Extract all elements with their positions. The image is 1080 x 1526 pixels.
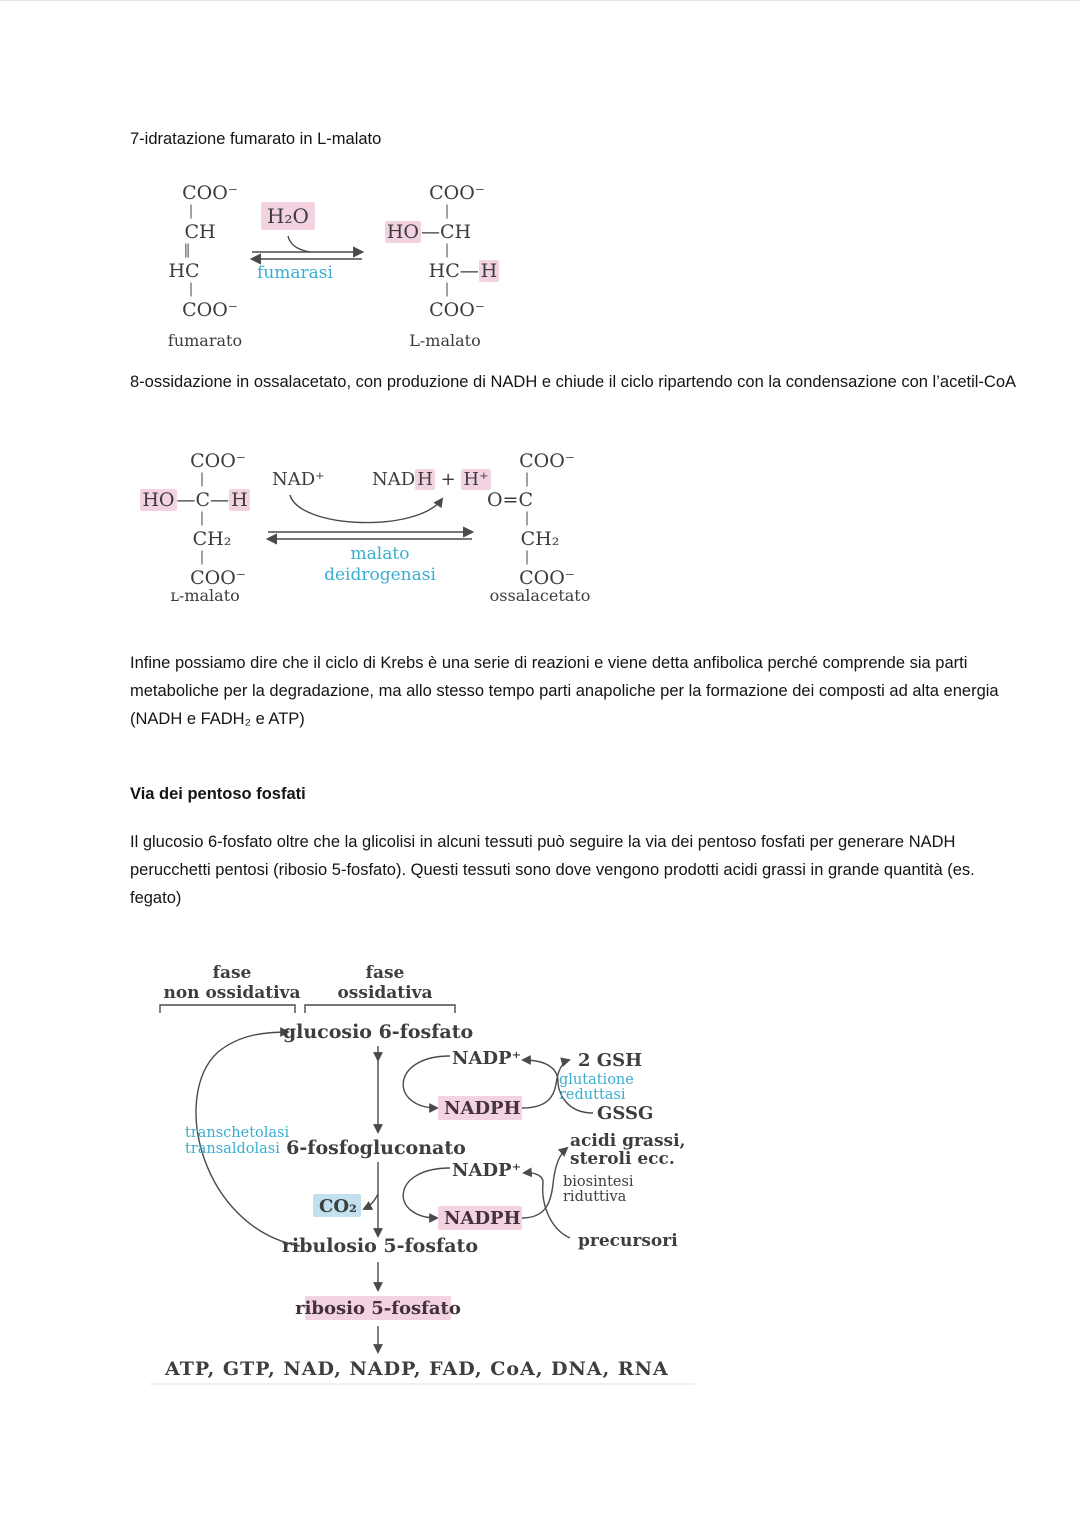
prodotti-label: ATP, GTP, NAD, NADP, FAD, CoA, DNA, RNA (165, 1358, 669, 1380)
nadh-label: NAD H + H⁺ (372, 469, 489, 490)
fumarato-label: fumarato (167, 331, 243, 350)
enzyme-line-2: deidrogenasi (324, 565, 436, 585)
enzyme-label-fumarasi: fumarasi (257, 263, 333, 283)
section-7-heading: 7-idratazione fumarato in L-malato (130, 130, 382, 148)
l-malato2-label: ʟ-malato (170, 586, 240, 605)
ribulosio-label: ribulosio 5-fosfato (281, 1235, 479, 1257)
ossalacetato-label: ossalacetato (489, 586, 591, 605)
gsh-label: 2 GSH (578, 1050, 643, 1071)
fumarato-structure: COO⁻ | CH ‖ HC | COO⁻ (168, 182, 238, 321)
fosfogluconato-label: 6-fosfogluconato (286, 1137, 466, 1159)
pentose-pathway-diagram (150, 956, 695, 1388)
reduttasi-label: reduttasi (559, 1087, 626, 1103)
water-label: H₂O (261, 202, 315, 230)
steroli-label: steroli ecc. (570, 1149, 675, 1169)
pentose-intro-paragraph: Il glucosio 6-fosfato oltre che la glicolisi in alcuni tessuti può seguire la via dei pentoso fosfati per generare NADH perucchetti pentosi (ribosio 5-fosfato). Questi tessuti sono dove vengono prodotti acidi grassi in grande quantità (es. fegato) (130, 833, 975, 907)
transaldolasi-label: transaldolasi (185, 1141, 280, 1157)
l-malato2-structure: COO⁻ | HO —C— H | CH₂ | COO⁻ (142, 450, 248, 589)
water-entry-arrow (288, 236, 310, 252)
enzyme-label-malato-deidrogenasi (320, 544, 440, 586)
enzyme-line-1: malato (350, 544, 410, 564)
riduttiva-label: riduttiva (563, 1189, 627, 1205)
pentose-heading: Via dei pentoso fosfati (130, 785, 306, 803)
phase-nonoxidative-line1: fase (212, 963, 252, 983)
ribosio-label: ribosio 5-fosfato (295, 1298, 461, 1319)
nadp2-label: NADP⁺ (452, 1160, 522, 1181)
gssg-label: GSSG (597, 1103, 654, 1124)
l-malato-label: L-malato (409, 331, 481, 350)
phase-nonoxidative-bracket (160, 1005, 295, 1013)
glutatione-label: glutatione (559, 1072, 634, 1088)
l-malato-structure: COO⁻ | HO —CH | HC— H | COO⁻ (386, 182, 498, 321)
biosintesi-label: biosintesi (563, 1174, 634, 1190)
phase-oxidative-line1: fase (365, 963, 405, 983)
glucosio-6-fosfato-label: glucosio 6-fosfato (282, 1021, 474, 1043)
nad-label: NAD⁺ (272, 469, 325, 490)
nadp1-label: NADP⁺ (452, 1048, 522, 1069)
cofactor-swoosh-arrow (290, 495, 442, 523)
phase-oxidative-bracket (305, 1005, 455, 1013)
co2-label: CO₂ (319, 1196, 357, 1217)
phase-nonoxidative-line2: non ossidativa (163, 983, 301, 1003)
nadph1-label: NADPH (444, 1098, 521, 1119)
co2-branch-arrow (364, 1194, 378, 1209)
precursori-label: precursori (578, 1231, 678, 1251)
section-8-paragraph: 8-ossidazione in ossalacetato, con produzione di NADH e chiude il ciclo ripartendo con la condensazione con l’acetil-CoA (130, 373, 1017, 391)
krebs-summary-paragraph: Infine possiamo dire che il ciclo di Krebs è una serie di reazioni e viene detta anfibolica perché comprende sia parti metaboliche per la degradazione, ma allo stesso tempo parti anapoliche per la formazione dei composti ad alta energia (NADH e FADH₂ e ATP) (130, 654, 999, 728)
nadph2-label: NADPH (444, 1208, 521, 1229)
ossalacetato-structure: COO⁻ | O=C | CH₂ | COO⁻ (486, 450, 575, 589)
nadph-to-biosintesi-curve (522, 1148, 567, 1218)
phase-oxidative-line2: ossidativa (337, 983, 433, 1003)
transchetolasi-label: transchetolasi (185, 1125, 290, 1141)
acidi-grassi-label: acidi grassi, (570, 1131, 686, 1151)
